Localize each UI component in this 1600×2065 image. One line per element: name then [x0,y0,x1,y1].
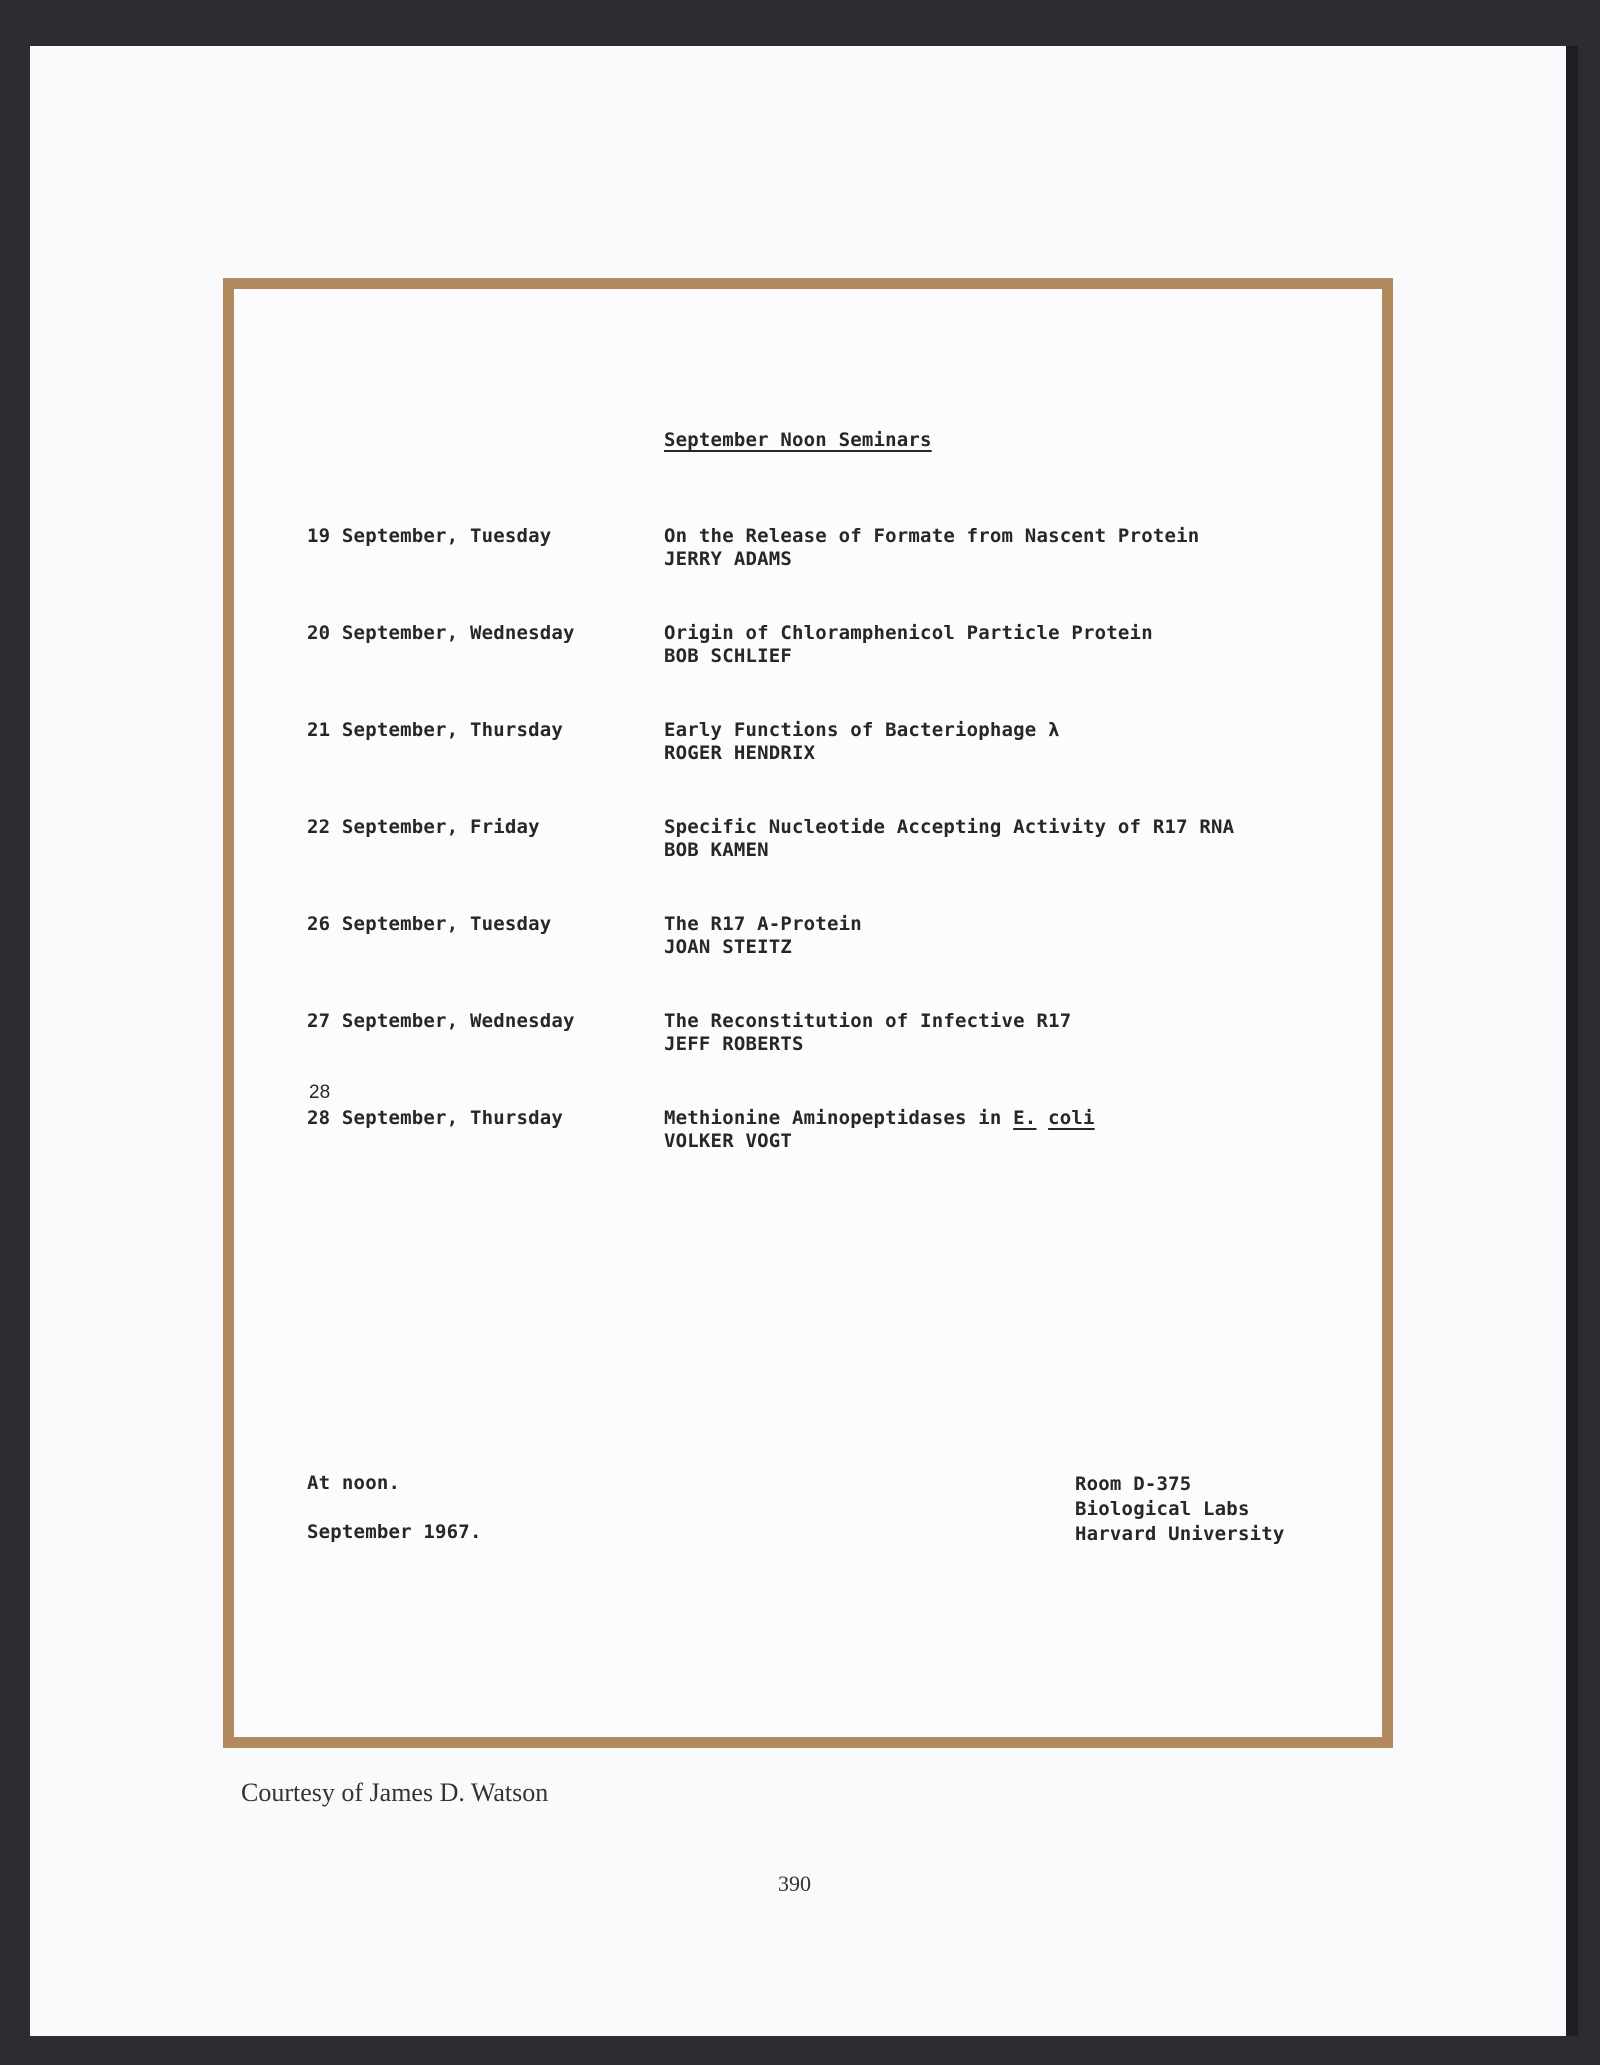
species-name: coli [1048,1107,1095,1129]
seminar-topic: Origin of Chloramphenicol Particle Protein [664,622,1153,644]
genus-abbreviation: E. [1013,1107,1037,1129]
document-date: September 1967. [307,1521,482,1543]
seminar-date: 26 September, Tuesday [307,913,552,935]
building-name: Biological Labs [1075,1498,1250,1520]
seminar-entry [664,816,1234,861]
seminar-entry [664,913,862,958]
seminar-topic: The Reconstitution of Infective R17 [664,1010,1072,1032]
seminar-topic: On the Release of Formate from Nascent Protein [664,525,1200,547]
seminar-speaker: BOB KAMEN [664,839,769,861]
seminar-entry [664,525,1199,570]
seminar-speaker: JEFF ROBERTS [664,1033,804,1055]
room-number: Room D-375 [1075,1473,1192,1495]
location-block [1075,1472,1285,1547]
seminar-speaker: ROGER HENDRIX [664,742,816,764]
seminar-topic: Specific Nucleotide Accepting Activity of R17 RNA [664,816,1235,838]
seminar-date: 19 September, Tuesday [307,525,552,547]
document-title: September Noon Seminars [664,429,932,451]
page-number: 390 [778,1871,811,1896]
seminar-date: 22 September, Friday [307,816,540,838]
seminar-speaker: JOAN STEITZ [664,936,793,958]
seminar-topic: Early Functions of Bacteriophage λ [664,719,1060,741]
photo-credit-caption: Courtesy of James D. Watson [241,1778,549,1807]
seminar-entry [664,1107,1095,1152]
seminar-entry [664,719,1060,764]
seminar-date: 27 September, Wednesday [307,1010,575,1032]
seminar-topic: The R17 A-Protein [664,913,862,935]
seminar-date: 21 September, Thursday [307,719,564,741]
seminar-date: 20 September, Wednesday [307,622,575,644]
seminar-topic-prefix: Methionine Aminopeptidases in [664,1107,1002,1129]
seminar-topic [664,1107,1095,1129]
meeting-time: At noon. [307,1472,401,1494]
document-frame [223,278,1393,1748]
seminar-speaker: JERRY ADAMS [664,548,793,570]
page-edge-shadow [1566,46,1578,2036]
seminar-entry [664,622,1153,667]
seminar-date: 28 September, Thursday [307,1107,564,1129]
seminar-entry [664,1010,1071,1055]
seminar-speaker: BOB SCHLIEF [664,645,793,667]
handwritten-correction: 28 [309,1082,331,1103]
institution-name: Harvard University [1075,1523,1285,1545]
seminar-speaker: VOLKER VOGT [664,1130,793,1152]
